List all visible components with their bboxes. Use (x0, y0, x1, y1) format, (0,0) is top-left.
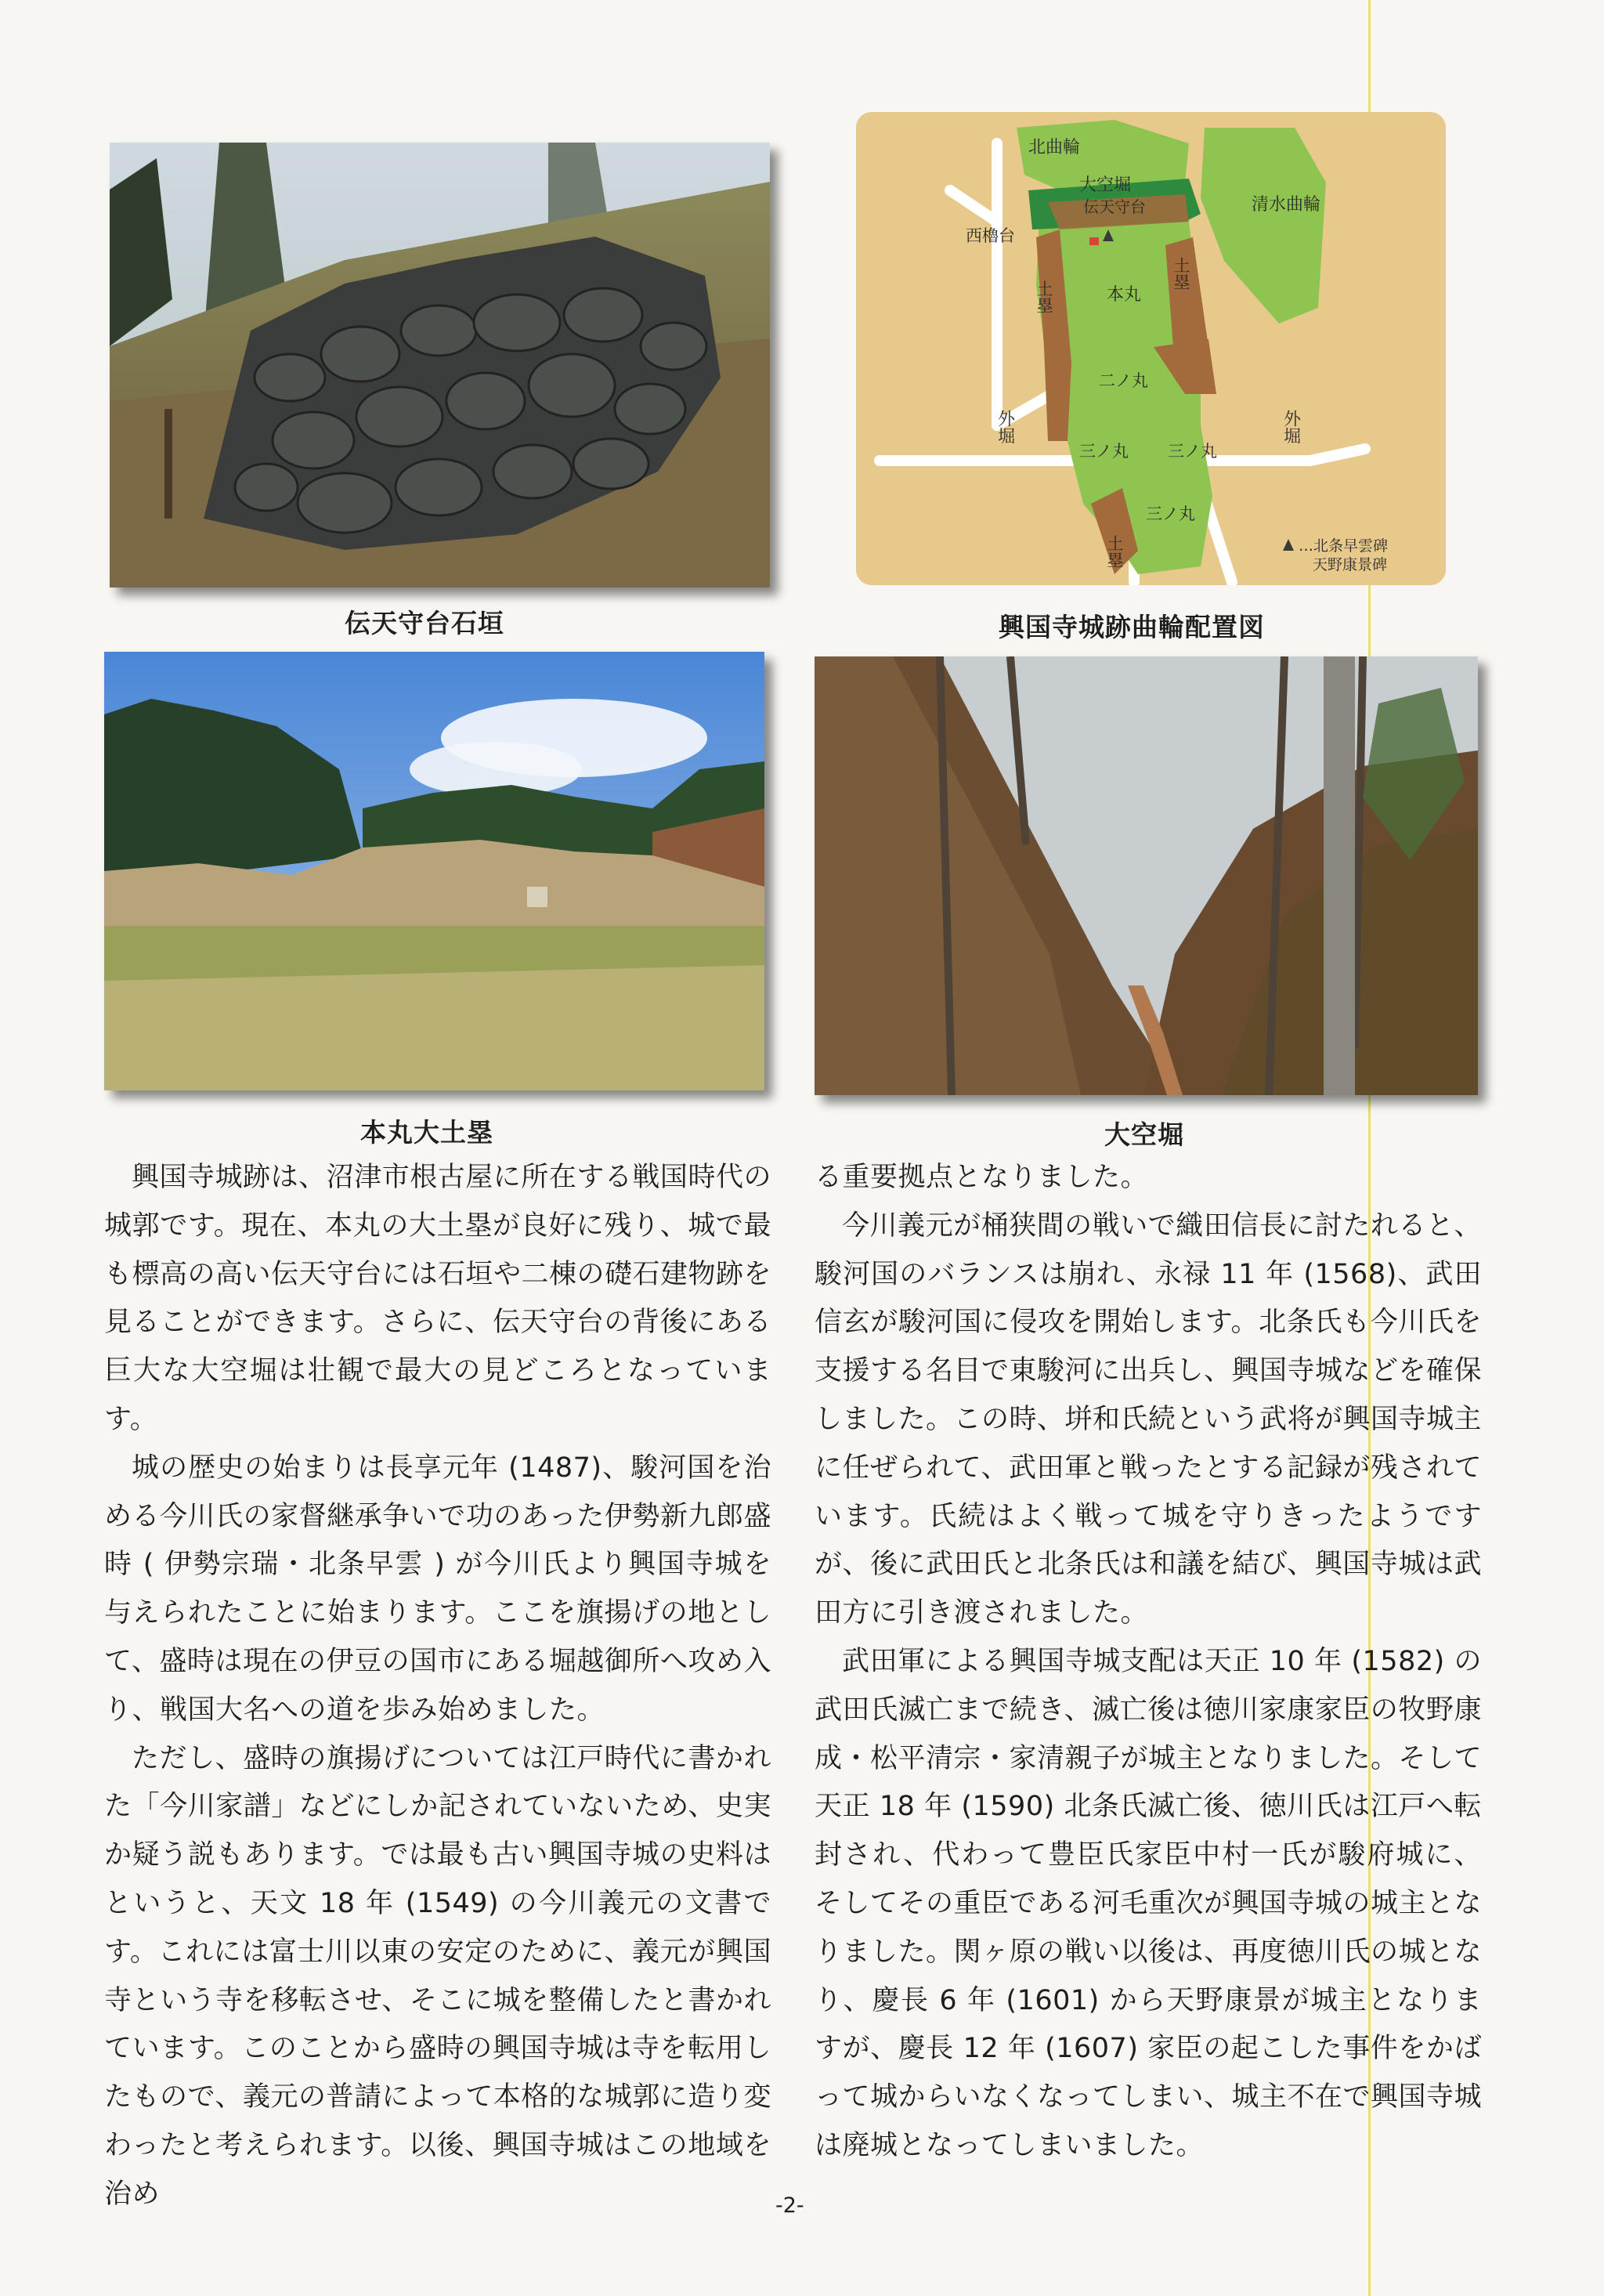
map-legend-1: …北条早雲碑 (1299, 537, 1389, 555)
map-label-nishi-yaguradai: 西櫓台 (966, 226, 1015, 245)
oo-karabori-photo (815, 656, 1478, 1095)
body-paragraph: 興国寺城跡は、沼津市根古屋に所在する戦国時代の城郭です。現在、本丸の大土塁が良好に残り、城で最も標高の高い伝天守台には石垣や二棟の礎石建物跡を見ることができます。さらに、伝天守台の背後にある巨大な大空堀は壮観で最大の見どころとなっています。 (104, 1162, 772, 1435)
map-label-dorui-right: 土塁 (1172, 257, 1190, 290)
body-paragraph: る重要拠点となりました。 (815, 1162, 1149, 1193)
map-label-sotobori-right: 外堀 (1281, 410, 1301, 444)
stone-wall-photo (110, 143, 770, 588)
map-label-den-tenshudai: 伝天守台 (1083, 197, 1146, 216)
map-label-honmaru: 本丸 (1107, 285, 1142, 305)
honmaru-dorui-caption: 本丸大土塁 (360, 1117, 493, 1148)
map-label-dorui-left: 土塁 (1035, 280, 1053, 313)
body-paragraph: 今川義元が桶狭間の戦いで織田信長に討たれると、駿河国のバランスは崩れ、永禄 11 年 (1568)、武田信玄が駿河国に侵攻を開始します。北条氏も今川氏を支援する名目で東駿河に出兵し、興国寺城などを確保しました。この時、垪和氏続という武将が興国寺城主に任ぜられて、武田軍と戦ったとする記録が残されています。氏続はよく戦って城を守りきったようですが、後に武田氏と北条氏は和議を結び、興国寺城は武田方に引き渡されました。 (815, 1209, 1483, 1629)
map-label-shimizu-kuruwa: 清水曲輪 (1252, 195, 1321, 215)
body-left-column (104, 1154, 771, 2219)
stone-wall-caption: 伝天守台石垣 (345, 608, 504, 638)
map-label-kita-kuruwa: 北曲輪 (1028, 138, 1081, 157)
map-label-sotobori-left: 外堀 (995, 410, 1015, 444)
body-paragraph: 城の歴史の始まりは長享元年 (1487)、駿河国を治める今川氏の家督継承争いで功のあった伊勢新九郎盛時 ( 伊勢宗瑞・北条早雲 ) が今川氏より興国寺城を与えられたことに始まります。ここを旗揚げの地として、盛時は現在の伊豆の国市にある堀越御所へ攻め入り、戦国大名への道を歩み始めました。 (104, 1452, 771, 1726)
map-label-dorui-bottom: 土塁 (1105, 535, 1124, 568)
body-right-column (815, 1154, 1482, 2171)
body-paragraph: 武田軍による興国寺城支配は天正 10 年 (1582) の武田氏滅亡まで続き、滅亡後は徳川家康家臣の牧野康成・松平清宗・家清親子が城主となりました。そして天正 18 年 (1590) 北条氏滅亡後、徳川氏は江戸へ転封され、代わって豊臣氏家臣中村一氏が駿府城に、そしてその重臣である河毛重次が興国寺城の城主となりました。関ヶ原の戦い以後は、再度徳川氏の城となり、慶長 6 年 (1601) から天野康景が城主となりますが、慶長 12 年 (1607) 家臣の起こした事件をかばって城からいなくなってしまい、城主不在で興国寺城は廃城となってしまいました。 (815, 1645, 1483, 2161)
honmaru-dorui-photo (104, 652, 764, 1090)
map-label-ninomaru: 二ノ丸 (1099, 371, 1148, 390)
body-paragraph: ただし、盛時の旗揚げについては江戸時代に書かれた「今川家譜」などにしか記されていないため、史実か疑う説もあります。では最も古い興国寺城の史料はというと、天文 18 年 (1549) の今川義元の文書です。これには富士川以東の安定のために、義元が興国寺という寺を移転させ、そこに城を整備したと書かれています。このことから盛時の興国寺城は寺を転用したもので、義元の普請によって本格的な城郭に造り変わったと考えられます。以後、興国寺城はこの地域を治め (104, 1742, 771, 2210)
map-label-sannomaru-right: 三ノ丸 (1168, 442, 1217, 461)
map-caption: 興国寺城跡曲輪配置図 (999, 612, 1265, 642)
map-label-oo-karabori: 大空堀 (1079, 175, 1132, 195)
page-number: -2- (775, 2193, 804, 2218)
oo-karabori-caption: 大空堀 (1104, 1119, 1184, 1150)
castle-layout-map (856, 112, 1446, 585)
map-legend-2: 天野康景碑 (1313, 556, 1388, 573)
map-label-sannomaru-bottom: 三ノ丸 (1146, 504, 1195, 523)
map-label-sannomaru-left: 三ノ丸 (1079, 442, 1129, 461)
